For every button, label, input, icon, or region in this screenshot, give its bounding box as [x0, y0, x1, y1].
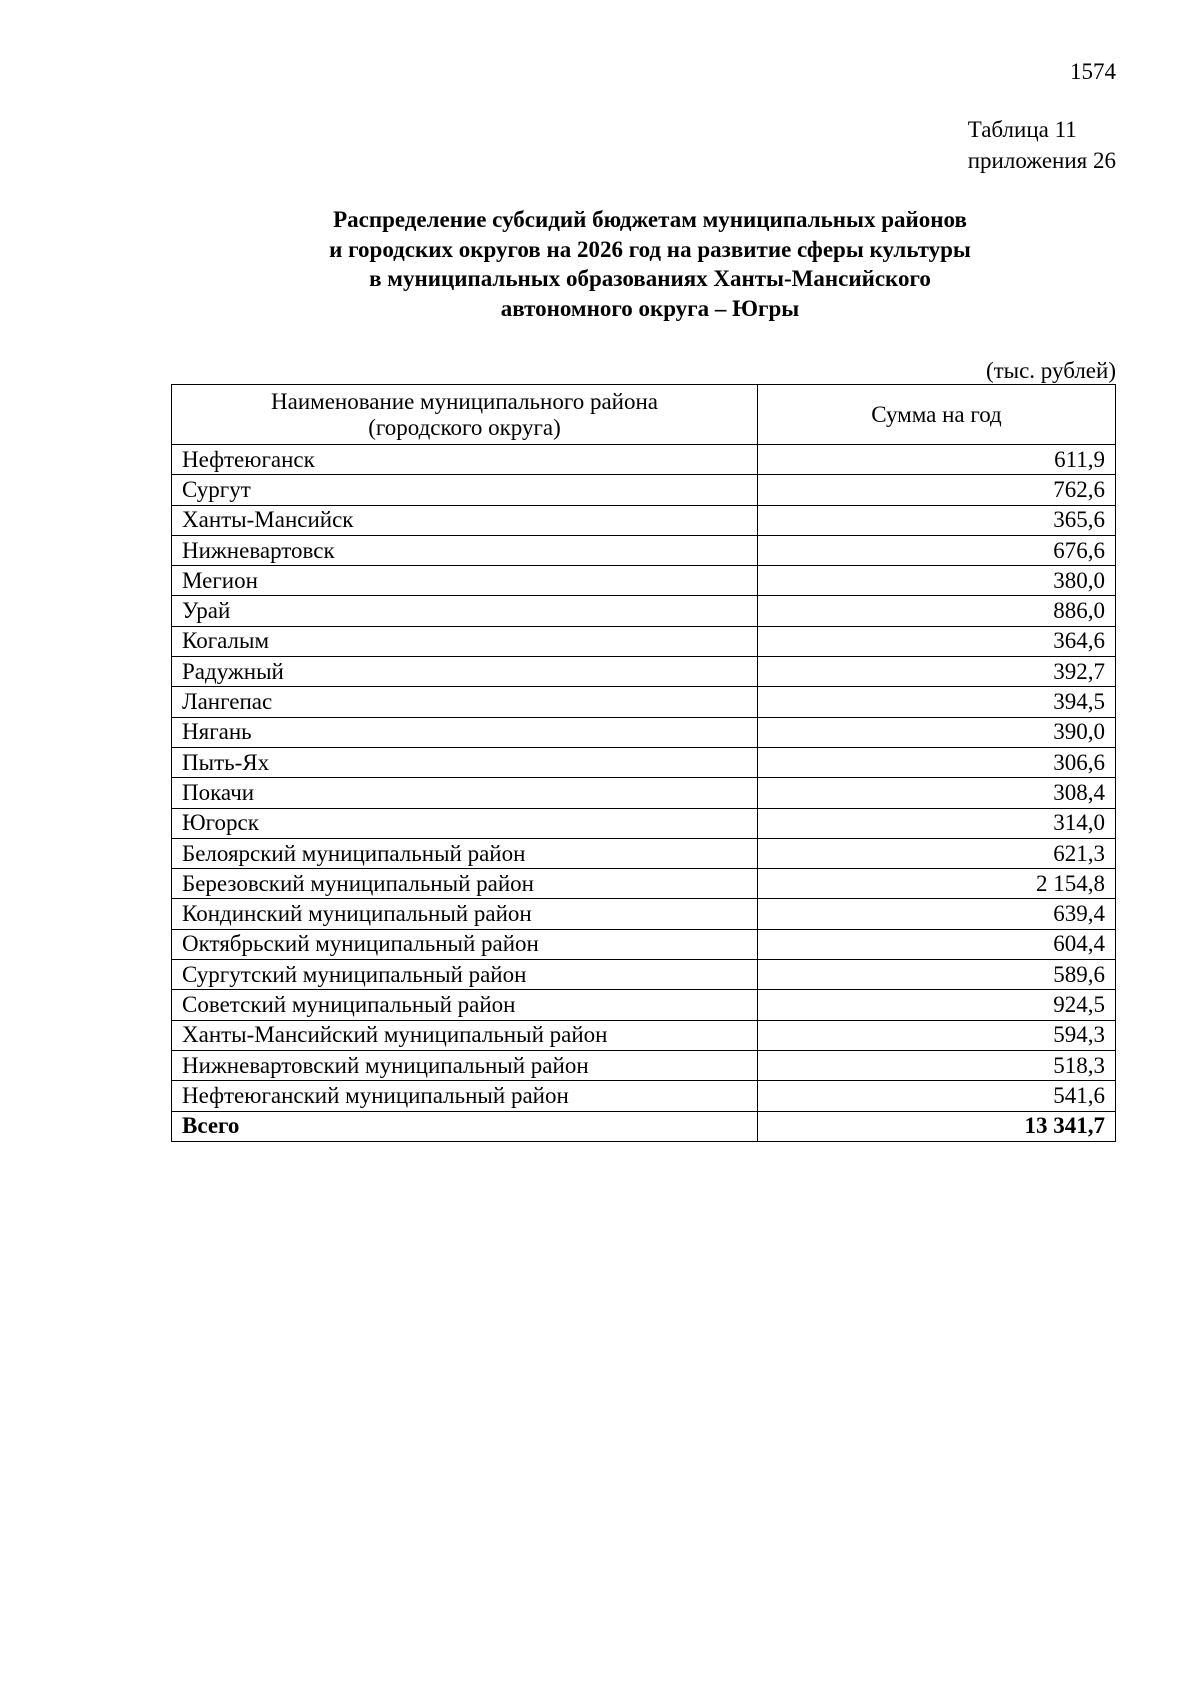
table-row	[172, 475, 1116, 505]
amount-cell: 541,6	[758, 1081, 1116, 1111]
municipality-name-cell: Нягань	[172, 717, 758, 747]
table-row	[172, 899, 1116, 929]
municipality-name-cell: Югорск	[172, 808, 758, 838]
amount-cell: 639,4	[758, 899, 1116, 929]
document-title	[0, 205, 1200, 323]
units-label: (тыс. рублей)	[985, 358, 1116, 383]
table-row	[172, 838, 1116, 868]
amount-cell: 621,3	[758, 838, 1116, 868]
title-line: и городских округов на 2026 год на развитие сферы культуры	[329, 236, 971, 262]
table-row	[172, 535, 1116, 565]
table-reference-line: Таблица 11	[967, 117, 1077, 142]
subsidy-table	[171, 384, 1116, 1142]
table-row	[172, 929, 1116, 959]
amount-cell: 306,6	[758, 747, 1116, 777]
municipality-name-cell: Октябрьский муниципальный район	[172, 929, 758, 959]
municipality-name-cell: Урай	[172, 596, 758, 626]
municipality-name-cell: Покачи	[172, 778, 758, 808]
municipality-name-cell: Кондинский муниципальный район	[172, 899, 758, 929]
table-header-row	[172, 385, 1116, 445]
municipality-name-cell: Березовский муниципальный район	[172, 869, 758, 899]
amount-cell: 518,3	[758, 1050, 1116, 1080]
page-number: 1574	[1070, 59, 1116, 84]
municipality-name-cell: Когалым	[172, 626, 758, 656]
municipality-name-cell: Советский муниципальный район	[172, 990, 758, 1020]
municipality-name-cell: Нижневартовский муниципальный район	[172, 1050, 758, 1080]
municipality-name-cell: Сургут	[172, 475, 758, 505]
municipality-name-cell: Радужный	[172, 657, 758, 687]
amount-cell: 308,4	[758, 778, 1116, 808]
municipality-name-cell: Пыть-Ях	[172, 747, 758, 777]
municipality-name-cell: Ханты-Мансийский муниципальный район	[172, 1020, 758, 1050]
table-row	[172, 747, 1116, 777]
table-row	[172, 808, 1116, 838]
table-row	[172, 566, 1116, 596]
table-row	[172, 1050, 1116, 1080]
table-reference	[968, 114, 1116, 176]
amount-cell: 392,7	[758, 657, 1116, 687]
total-label-cell: Всего	[172, 1111, 758, 1141]
amount-cell: 2 154,8	[758, 869, 1116, 899]
amount-cell: 394,5	[758, 687, 1116, 717]
title-line: в муниципальных образованиях Ханты-Мансийского	[369, 266, 931, 291]
table-row	[172, 626, 1116, 656]
table-row	[172, 657, 1116, 687]
municipality-name-cell: Нижневартовск	[172, 535, 758, 565]
title-line: Распределение субсидий бюджетам муниципальных районов	[333, 207, 967, 232]
table-row	[172, 990, 1116, 1020]
table-row	[172, 1020, 1116, 1050]
total-row	[172, 1111, 1116, 1141]
total-amount-cell: 13 341,7	[758, 1111, 1116, 1141]
amount-cell: 924,5	[758, 990, 1116, 1020]
amount-cell: 604,4	[758, 929, 1116, 959]
table-body	[172, 445, 1116, 1142]
amount-cell: 762,6	[758, 475, 1116, 505]
header-municipality-line: (городского округа)	[368, 414, 561, 440]
amount-cell: 611,9	[758, 445, 1116, 475]
municipality-name-cell: Ханты-Мансийск	[172, 505, 758, 535]
amount-cell: 380,0	[758, 566, 1116, 596]
amount-cell: 594,3	[758, 1020, 1116, 1050]
amount-cell: 314,0	[758, 808, 1116, 838]
table-row	[172, 687, 1116, 717]
table-row	[172, 960, 1116, 990]
municipality-name-cell: Лангепас	[172, 687, 758, 717]
amount-cell: 390,0	[758, 717, 1116, 747]
amount-cell: 365,6	[758, 505, 1116, 535]
table-row	[172, 505, 1116, 535]
table-row	[172, 869, 1116, 899]
municipality-name-cell: Нефтеюганский муниципальный район	[172, 1081, 758, 1111]
table-row	[172, 596, 1116, 626]
header-municipality	[172, 385, 758, 445]
municipality-name-cell: Мегион	[172, 566, 758, 596]
header-municipality-line: Наименование муниципального района	[271, 388, 658, 414]
municipality-name-cell: Сургутский муниципальный район	[172, 960, 758, 990]
municipality-name-cell: Нефтеюганск	[172, 445, 758, 475]
amount-cell: 589,6	[758, 960, 1116, 990]
table-row	[172, 778, 1116, 808]
amount-cell: 886,0	[758, 596, 1116, 626]
municipality-name-cell: Белоярский муниципальный район	[172, 838, 758, 868]
amount-cell: 364,6	[758, 626, 1116, 656]
table-reference-line: приложения 26	[967, 148, 1116, 173]
table-row	[172, 717, 1116, 747]
header-amount: Сумма на год	[758, 385, 1116, 445]
table-row	[172, 1081, 1116, 1111]
amount-cell: 676,6	[758, 535, 1116, 565]
title-line: автономного округа – Югры	[500, 295, 800, 321]
table-row	[172, 445, 1116, 475]
